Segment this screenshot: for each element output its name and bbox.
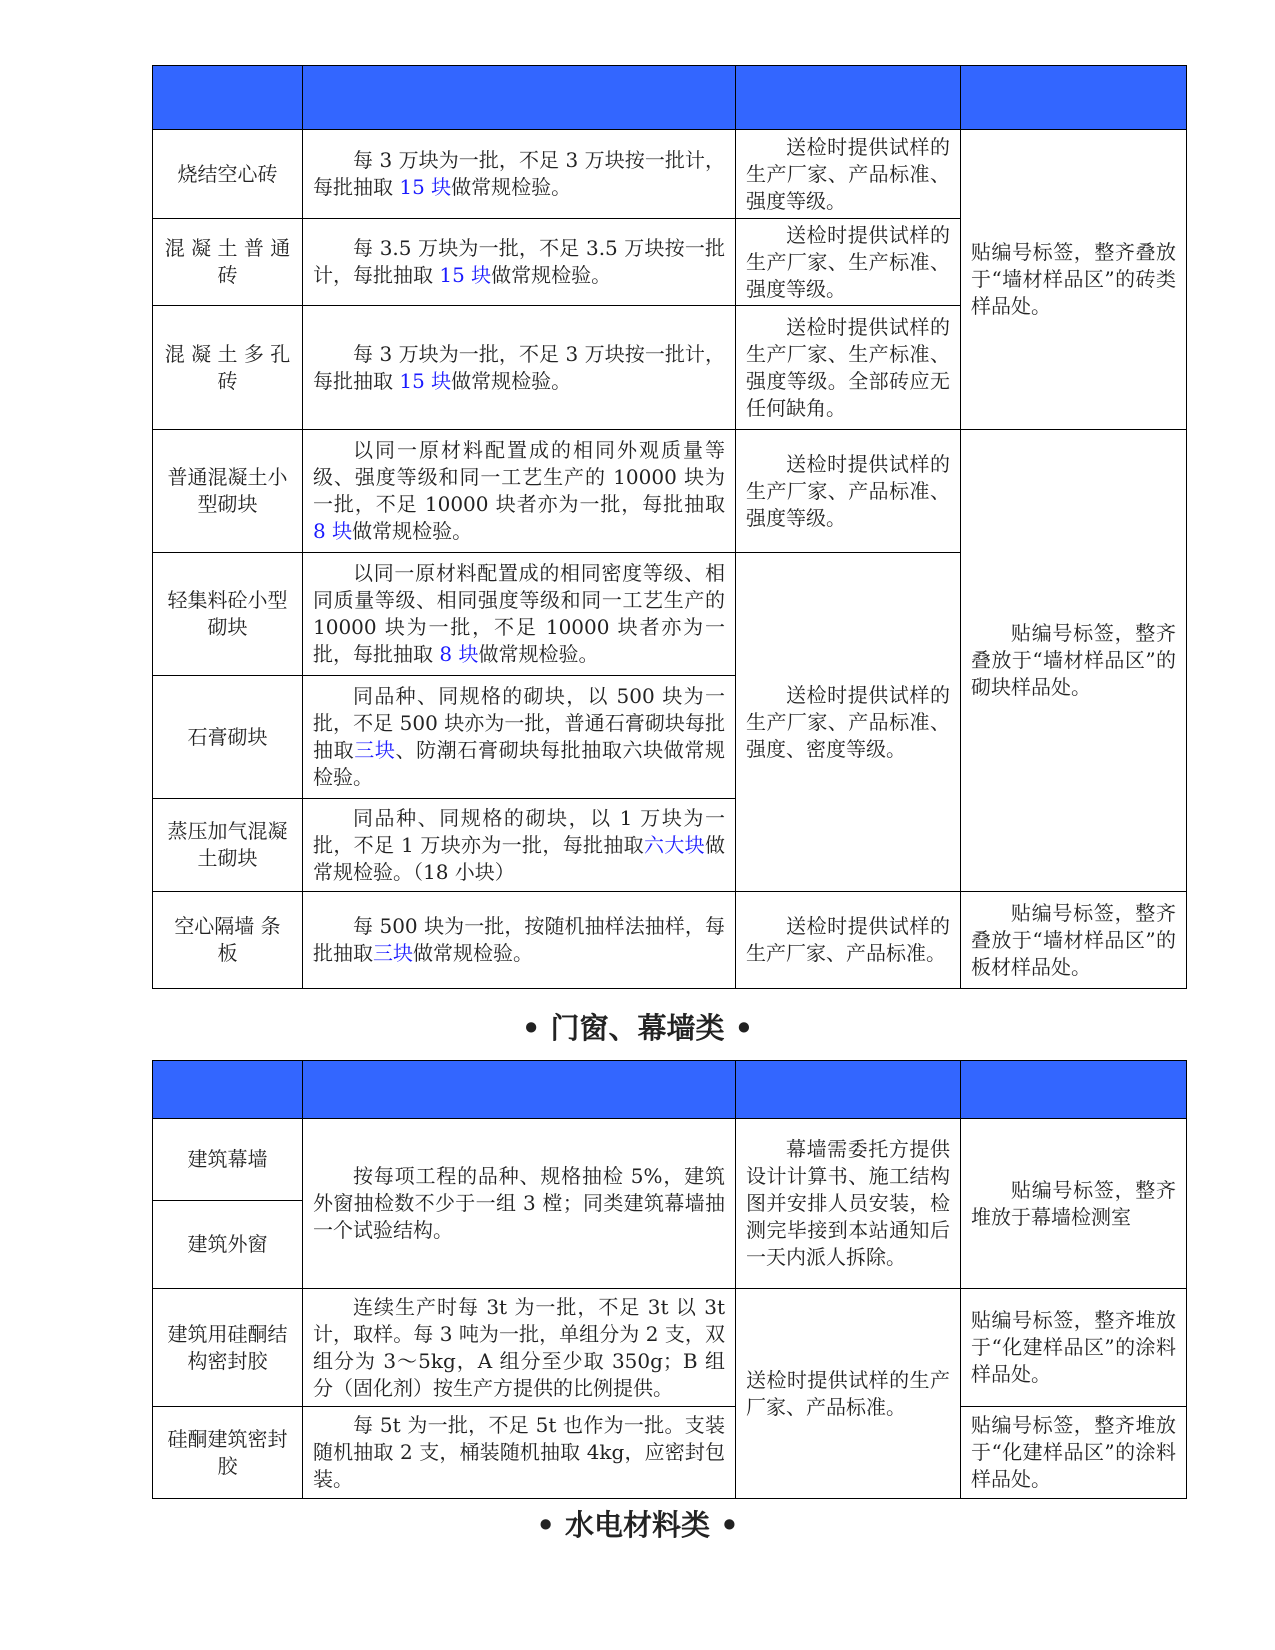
sample-qty: 15 块: [439, 263, 492, 287]
table-header-row: [153, 66, 1187, 130]
header-cell: [303, 1061, 736, 1119]
submission-req: 送检时提供试样的生产厂家、生产标准、强度等级。全部砖应无任何缺角。: [736, 306, 961, 430]
storage-note: 贴编号标签，整齐堆放于幕墙检测室: [961, 1119, 1187, 1289]
header-cell: [736, 1061, 961, 1119]
storage-note: 贴编号标签，整齐叠放于“墙材样品区”的板材样品处。: [961, 892, 1187, 989]
sampling-rule: [303, 799, 736, 892]
storage-note: 贴编号标签，整齐堆放于“化建样品区”的涂料样品处。: [961, 1407, 1187, 1499]
material-name: 建筑用硅酮结构密封胶: [153, 1289, 303, 1407]
material-name: 混 凝 土 普 通 砖: [153, 219, 303, 306]
table-row: [153, 430, 1187, 553]
submission-req: 送检时提供试样的生产厂家、产品标准、强度等级。: [736, 130, 961, 219]
sampling-rule: [303, 130, 736, 219]
material-name: 蒸压加气混凝土砌块: [153, 799, 303, 892]
rule-text: 做常规检验。: [478, 642, 599, 666]
table-row: [153, 892, 1187, 989]
submission-req: 送检时提供试样的生产厂家、产品标准。: [736, 1289, 961, 1499]
rule-text: 做常规检验。: [352, 519, 473, 543]
rule-text: 每 500 块为一批，按随机抽样法抽样，每批抽取: [313, 914, 725, 965]
rule-text: 同品种、同规格的砌块，以 1 万块为一批，不足 1 万块亦为一批，每批抽取: [313, 805, 725, 857]
sample-qty: 六大块: [644, 832, 705, 857]
sampling-rule: 连续生产时每 3t 为一批，不足 3t 以 3t 计，取样。每 3 吨为一批，单组分为 2 支，双组分为 3～5kg，A 组分至少取 350g；B 组分（固化剂）按生产方提供的比例提供。: [303, 1289, 736, 1407]
sample-qty: 三块: [354, 738, 396, 762]
storage-note: 贴编号标签，整齐堆放于“化建样品区”的涂料样品处。: [961, 1289, 1187, 1407]
section-title-water-electric: • 水电材料类 •: [536, 1508, 739, 1542]
material-name: 普通混凝土小型砌块: [153, 430, 303, 553]
wall-materials-table: [152, 65, 1187, 989]
sampling-rule: [303, 553, 736, 676]
material-name: 硅酮建筑密封胶: [153, 1407, 303, 1499]
header-cell: [961, 66, 1187, 130]
table-row: [153, 1289, 1187, 1407]
submission-req: 送检时提供试样的生产厂家、产品标准、强度等级。: [736, 430, 961, 553]
table-row: [153, 1119, 1187, 1201]
sample-qty: 15 块: [399, 368, 452, 393]
sampling-rule: 按每项工程的品种、规格抽检 5%，建筑外窗抽检数不少于一组 3 樘；同类建筑幕墙抽一个试验结构。: [303, 1119, 736, 1289]
rule-text: 同品种、同规格的砌块，以 500 块为一批，不足 500 块亦为一批，普通石膏砌块每批抽取: [313, 684, 725, 762]
sample-qty: 8 块: [439, 642, 479, 666]
sample-qty: 三块: [373, 941, 413, 965]
header-cell: [153, 66, 303, 130]
material-name: 建筑外窗: [153, 1201, 303, 1289]
sampling-rule: 每 5t 为一批，不足 5t 也作为一批。支装随机抽取 2 支，桶装随机抽取 4kg，应密封包装。: [303, 1407, 736, 1499]
table-row: [153, 1407, 1187, 1499]
header-cell: [736, 66, 961, 130]
sampling-rule: [303, 219, 736, 306]
rule-text: 以同一原材料配置成的相同外观质量等级、强度等级和同一工艺生产的 10000 块为一批，不足 10000 块者亦为一批，每批抽取: [313, 438, 725, 516]
rule-text: 做常规检验。（18 小块）: [313, 832, 725, 884]
material-name: 石膏砌块: [153, 676, 303, 799]
sample-qty: 8 块: [313, 519, 353, 543]
rule-text: 做常规检验。: [413, 941, 533, 965]
doors-curtain-walls-table: [152, 1060, 1187, 1499]
material-name: 混 凝 土 多 孔 砖: [153, 306, 303, 430]
material-name: 空心隔墙 条 板: [153, 892, 303, 989]
material-name: 烧结空心砖: [153, 130, 303, 219]
sampling-rule: [303, 676, 736, 799]
submission-req: 幕墙需委托方提供设计计算书、施工结构图并安排人员安装，检测完毕接到本站通知后一天内派人拆除。: [736, 1119, 961, 1289]
material-name: 建筑幕墙: [153, 1119, 303, 1201]
header-cell: [153, 1061, 303, 1119]
sampling-rule: [303, 892, 736, 989]
sampling-rule: [303, 306, 736, 430]
storage-note: 贴编号标签，整齐叠放于“墙材样品区”的砌块样品处。: [961, 430, 1187, 892]
submission-req: 送检时提供试样的生产厂家、产品标准、强度、密度等级。: [736, 553, 961, 892]
storage-note: 贴编号标签，整齐叠放于“墙材样品区”的砖类样品处。: [961, 130, 1187, 430]
rule-text: 做常规检验。: [491, 263, 612, 287]
rule-text: 每 3 万块为一批，不足 3 万块按一批计，每批抽取: [313, 148, 725, 199]
sampling-rule: [303, 430, 736, 553]
rule-text: 每 3 万块为一批，不足 3 万块按一批计，每批抽取: [313, 341, 725, 393]
header-cell: [961, 1061, 1187, 1119]
rule-text: 、防潮石膏砌块每批抽取六块做常规检验。: [313, 738, 726, 789]
header-cell: [303, 66, 736, 130]
rule-text: 每 3.5 万块为一批，不足 3.5 万块按一批计，每批抽取: [313, 236, 725, 287]
rule-text: 做常规检验。: [451, 368, 572, 393]
sample-qty: 15 块: [399, 175, 452, 199]
table-row: [153, 130, 1187, 219]
table-header-row: [153, 1061, 1187, 1119]
rule-text: 做常规检验。: [451, 175, 572, 199]
section-title-doors-curtain-walls: • 门窗、幕墙类 •: [521, 1011, 754, 1045]
submission-req: 送检时提供试样的生产厂家、生产标准、强度等级。: [736, 219, 961, 306]
material-name: 轻集料砼小型砌块: [153, 553, 303, 676]
submission-req: 送检时提供试样的生产厂家、产品标准。: [736, 892, 961, 989]
rule-text: 以同一原材料配置成的相同密度等级、相同质量等级、相同强度等级和同一工艺生产的 10000 块为一批，不足 10000 块者亦为一批，每批抽取: [313, 561, 725, 666]
